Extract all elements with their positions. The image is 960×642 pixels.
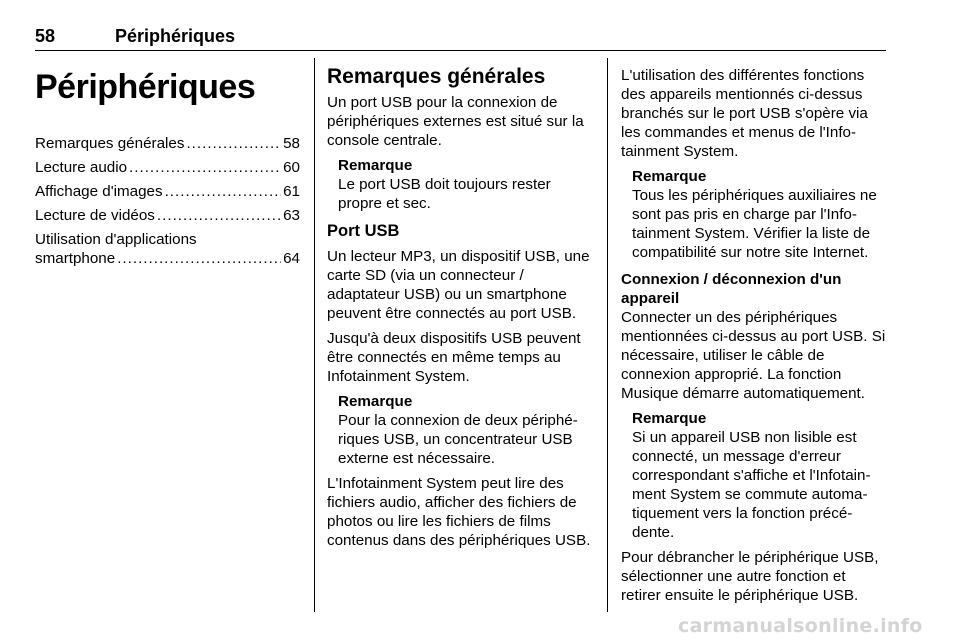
paragraph: Pour débrancher le périphérique USB, sélectionner une autre fonction et retirer ensuite le périphérique USB. bbox=[621, 549, 879, 604]
toc-entry[interactable] bbox=[35, 206, 300, 225]
paragraph: Un port USB pour la connexion de périphériques externes est situé sur la console centrale. bbox=[327, 94, 584, 149]
note-box bbox=[338, 156, 592, 213]
toc-page: 58 bbox=[283, 135, 300, 152]
note-label: Remarque bbox=[338, 393, 413, 410]
toc-label: smartphone bbox=[35, 250, 116, 267]
column-divider bbox=[314, 58, 315, 612]
note-text: Tous les périphériques auxiliaires ne sont pas pris en charge par l'Infotainment System. Vérifier la liste de compatibilité sur notre site Internet. bbox=[632, 187, 877, 261]
text-column-2 bbox=[327, 58, 592, 556]
paragraph: Connecter un des périphériques mentionnées ci-dessus au port USB. Si nécessaire, utiliser le câble de connexion approprié. La fonction Musique démarre automatiquement. bbox=[621, 309, 886, 402]
subsection-heading: Port USB bbox=[327, 222, 400, 240]
running-title: Périphériques bbox=[115, 26, 236, 46]
subsection-heading: Connexion / déconnexion d'un appareil bbox=[621, 271, 842, 307]
text-column-3 bbox=[621, 58, 887, 611]
toc-entry[interactable] bbox=[35, 230, 300, 268]
note-text: Le port USB doit toujours rester propre et sec. bbox=[338, 176, 551, 212]
toc-page: 61 bbox=[283, 183, 300, 200]
toc-entry[interactable] bbox=[35, 158, 300, 177]
toc-leader bbox=[129, 158, 281, 177]
toc-page: 63 bbox=[283, 207, 300, 224]
section-heading: Remarques générales bbox=[327, 65, 546, 88]
toc-entry[interactable] bbox=[35, 134, 300, 153]
toc-leader bbox=[117, 249, 281, 268]
note-box bbox=[632, 167, 887, 262]
note-text: Pour la connexion de deux périphériques USB, un concentrateur USB externe est nécessaire. bbox=[338, 412, 578, 467]
page-header bbox=[35, 24, 886, 51]
paragraph: Un lecteur MP3, un dispositif USB, une carte SD (via un connecteur / adaptateur USB) ou un smartphone peuvent être connectés au port USB. bbox=[327, 248, 590, 322]
page-number: 58 bbox=[35, 26, 56, 46]
paragraph: L'utilisation des différentes fonctions des appareils mentionnés ci-dessus branchés sur le port USB s'opère via les commandes et menus de l'Infotainment System. bbox=[621, 67, 868, 160]
toc-column bbox=[35, 58, 300, 273]
paragraph: Jusqu'à deux dispositifs USB peuvent être connectés en même temps au Infotainment System. bbox=[327, 330, 581, 385]
toc-label: Lecture de vidéos bbox=[35, 207, 155, 224]
toc-label: Affichage d'images bbox=[35, 183, 163, 200]
toc-entry[interactable] bbox=[35, 182, 300, 201]
watermark: carmanualsonline.info bbox=[678, 615, 923, 637]
toc-page: 64 bbox=[283, 250, 300, 267]
toc-label: Lecture audio bbox=[35, 159, 128, 176]
note-text: Si un appareil USB non lisible est connecté, un message d'erreur correspondant s'affiche et l'Infotainment System se commute automatiquement vers la fonction précédente. bbox=[632, 429, 871, 541]
note-box bbox=[338, 392, 592, 468]
toc-leader bbox=[157, 206, 281, 225]
note-label: Remarque bbox=[338, 157, 413, 174]
toc-label-line1: Utilisation d'applications bbox=[35, 231, 197, 248]
toc-leader bbox=[186, 134, 281, 153]
toc-page: 60 bbox=[283, 159, 300, 176]
column-divider bbox=[607, 58, 608, 612]
note-label: Remarque bbox=[632, 410, 707, 427]
toc-label: Remarques générales bbox=[35, 135, 185, 152]
note-label: Remarque bbox=[632, 168, 707, 185]
toc-leader bbox=[165, 182, 282, 201]
chapter-title: Périphériques bbox=[35, 68, 256, 106]
note-box bbox=[632, 409, 887, 542]
paragraph: L'Infotainment System peut lire des fichiers audio, afficher des fichiers de photos ou lire les fichiers de films contenus dans des périphériques USB. bbox=[327, 475, 591, 549]
